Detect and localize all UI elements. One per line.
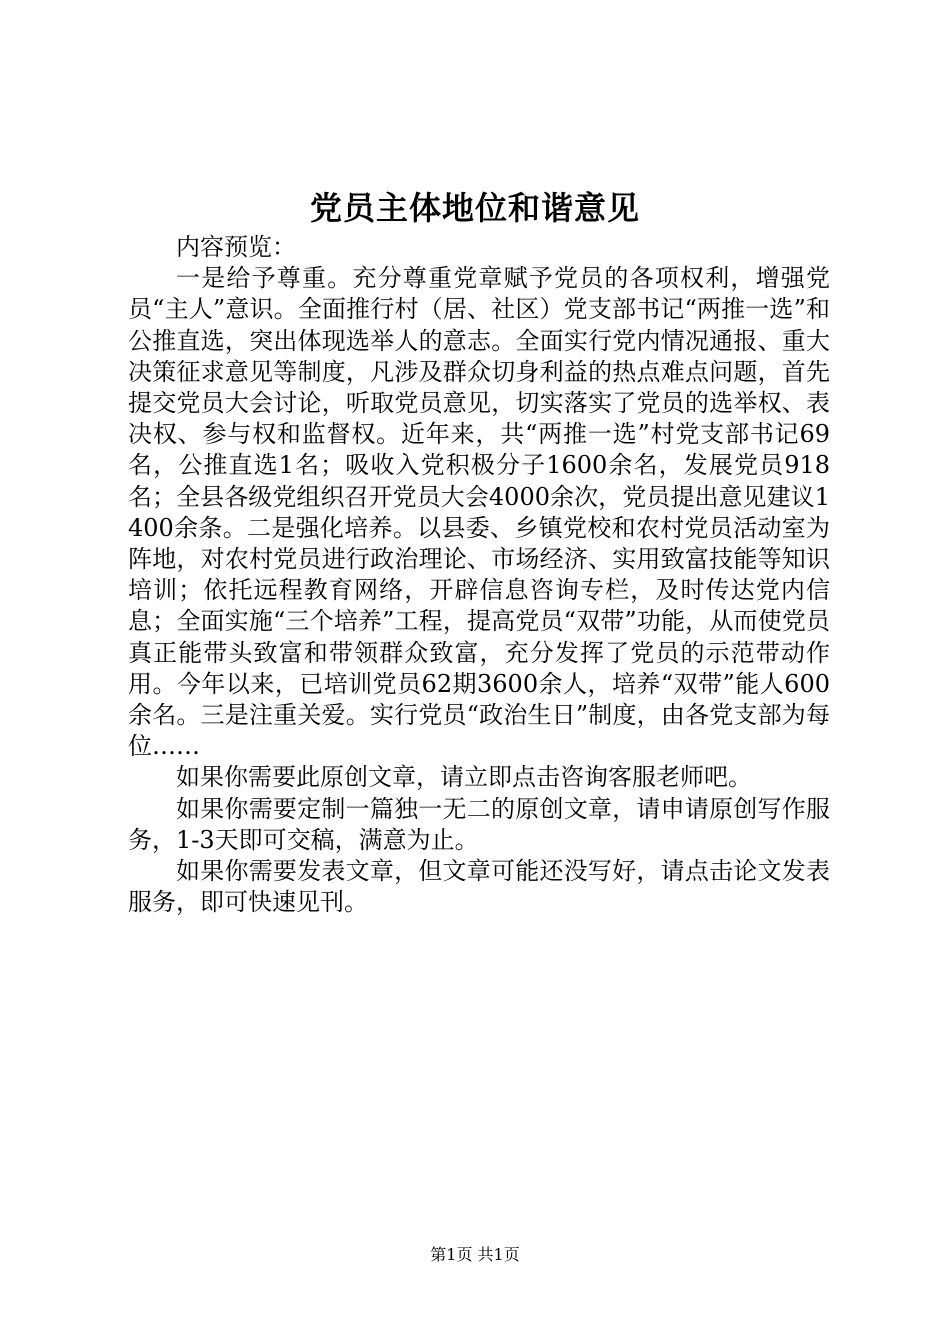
preview-paragraph: 一是给予尊重。充分尊重党章赋予党员的各项权利，增强党员“主人”意识。全面推行村（居、社区）党支部书记“两推一选”和公推直选，突出体现选举人的意志。全面实行党内情况通报、重大决策征求意见等制度，凡涉及群众切身利益的热点难点问题，首先提交党员大会讨论，听取党员意见，切实落实了党员的选举权、表决权、参与权和监督权。近年来，共“两推一选”村党支部书记69名，公推直选1名；吸收入党积极分子1600余名，发展党员918名；全县各级党组织召开党员大会4000余次，党员提出意见建议1400余条。二是强化培养。以县委、乡镇党校和农村党员活动室为阵地，对农村党员进行政治理论、市场经济、实用致富技能等知识培训；依托远程教育网络，开辟信息咨询专栏，及时传达党内信息；全面实施“三个培养”工程，提高党员“双带”功能，从而使党员真正能带头致富和带领群众致富，充分发挥了党员的示范带动作用。今年以来，已培训党员62期3600余人，培养“双带”能人600余名。三是注重关爱。实行党员“政治生日”制度，由各党支部为每位…… <box>128 264 830 761</box>
page-footer: 第1页 共1页 <box>430 1245 520 1264</box>
publication-paragraph: 如果你需要发表文章，但文章可能还没写好，请点击论文发表服务，即可快速见刊。 <box>128 857 830 917</box>
consult-paragraph: 如果你需要此原创文章，请立即点击咨询客服老师吧。 <box>176 763 752 792</box>
document-body <box>128 232 830 918</box>
preview-label: 内容预览： <box>176 233 296 261</box>
custom-writing-paragraph: 如果你需要定制一篇独一无二的原创文章，请申请原创写作服务，1-3天即可交稿，满意为止。 <box>128 794 830 854</box>
document-title: 党员主体地位和谐意见 <box>309 189 640 227</box>
